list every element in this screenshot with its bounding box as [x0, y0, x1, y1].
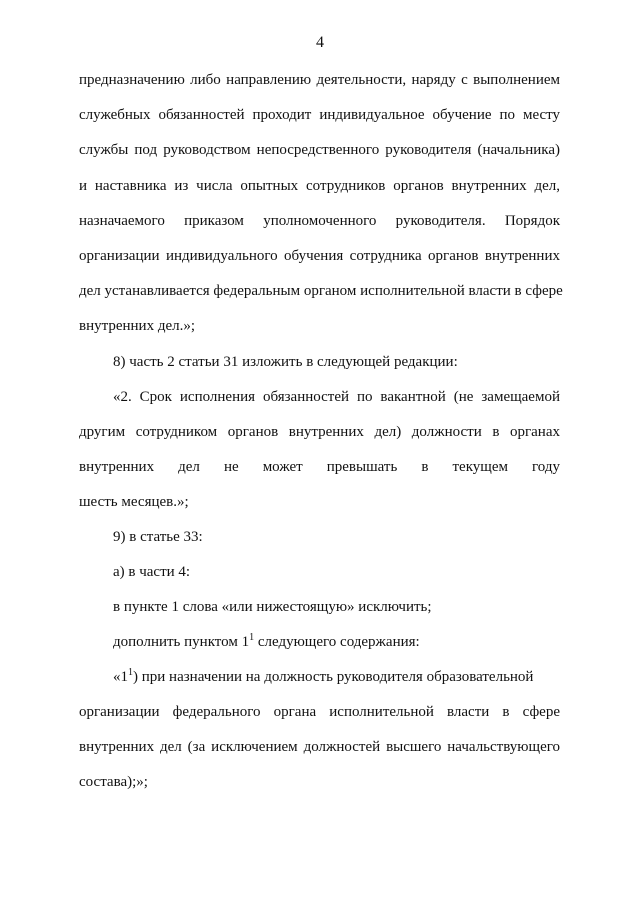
text-line: внутренних дел.»;: [79, 318, 196, 334]
superscript: 1: [249, 632, 255, 643]
text-line: в пункте 1 слова «или нижестоящую» исключить;: [113, 599, 432, 615]
text-line: другим сотрудником органов внутренних дел) должности в органах: [79, 424, 560, 440]
text-line: внутренних дел не может превышать в текущем году: [79, 459, 560, 475]
list-item-8: 8) часть 2 статьи 31 изложить в следующей редакции:: [113, 354, 458, 370]
text-segment: дополнить пунктом 1: [113, 634, 250, 650]
text-line: шесть месяцев.»;: [79, 494, 189, 510]
text-line: дел устанавливается федеральным органом исполнительной власти в сфере: [79, 283, 563, 299]
text-line: предназначению либо направлению деятельности, наряду с выполнением: [79, 72, 560, 88]
text-segment: [113, 668, 533, 686]
text-segment: следующего содержания:: [257, 634, 420, 650]
list-item-9: 9) в статье 33:: [113, 529, 203, 545]
text-line: службы под руководством непосредственного руководителя (начальника): [79, 142, 560, 158]
text-line: организации индивидуального обучения сотрудника органов внутренних: [79, 248, 560, 264]
text-line: состава);»;: [79, 774, 148, 790]
superscript: 1: [128, 667, 133, 678]
text-segment: «1: [113, 669, 128, 685]
text-line: внутренних дел (за исключением должностей высшего начальствующего: [79, 739, 560, 755]
sub-item-a: а) в части 4:: [113, 564, 191, 580]
text-line: [113, 633, 420, 651]
text-segment: ) при назначении на должность руководителя образовательной: [133, 669, 534, 685]
text-line: и наставника из числа опытных сотрудников органов внутренних дел,: [79, 178, 560, 194]
text-line: организации федерального органа исполнительной власти в сфере: [79, 704, 560, 720]
text-line: «2. Срок исполнения обязанностей по вакантной (не замещаемой: [113, 389, 560, 405]
text-line: [113, 668, 560, 686]
text-line: назначаемого приказом уполномоченного руководителя. Порядок: [79, 213, 560, 229]
text-line: служебных обязанностей проходит индивидуальное обучение по месту: [79, 107, 560, 123]
page-number: 4: [316, 34, 324, 51]
